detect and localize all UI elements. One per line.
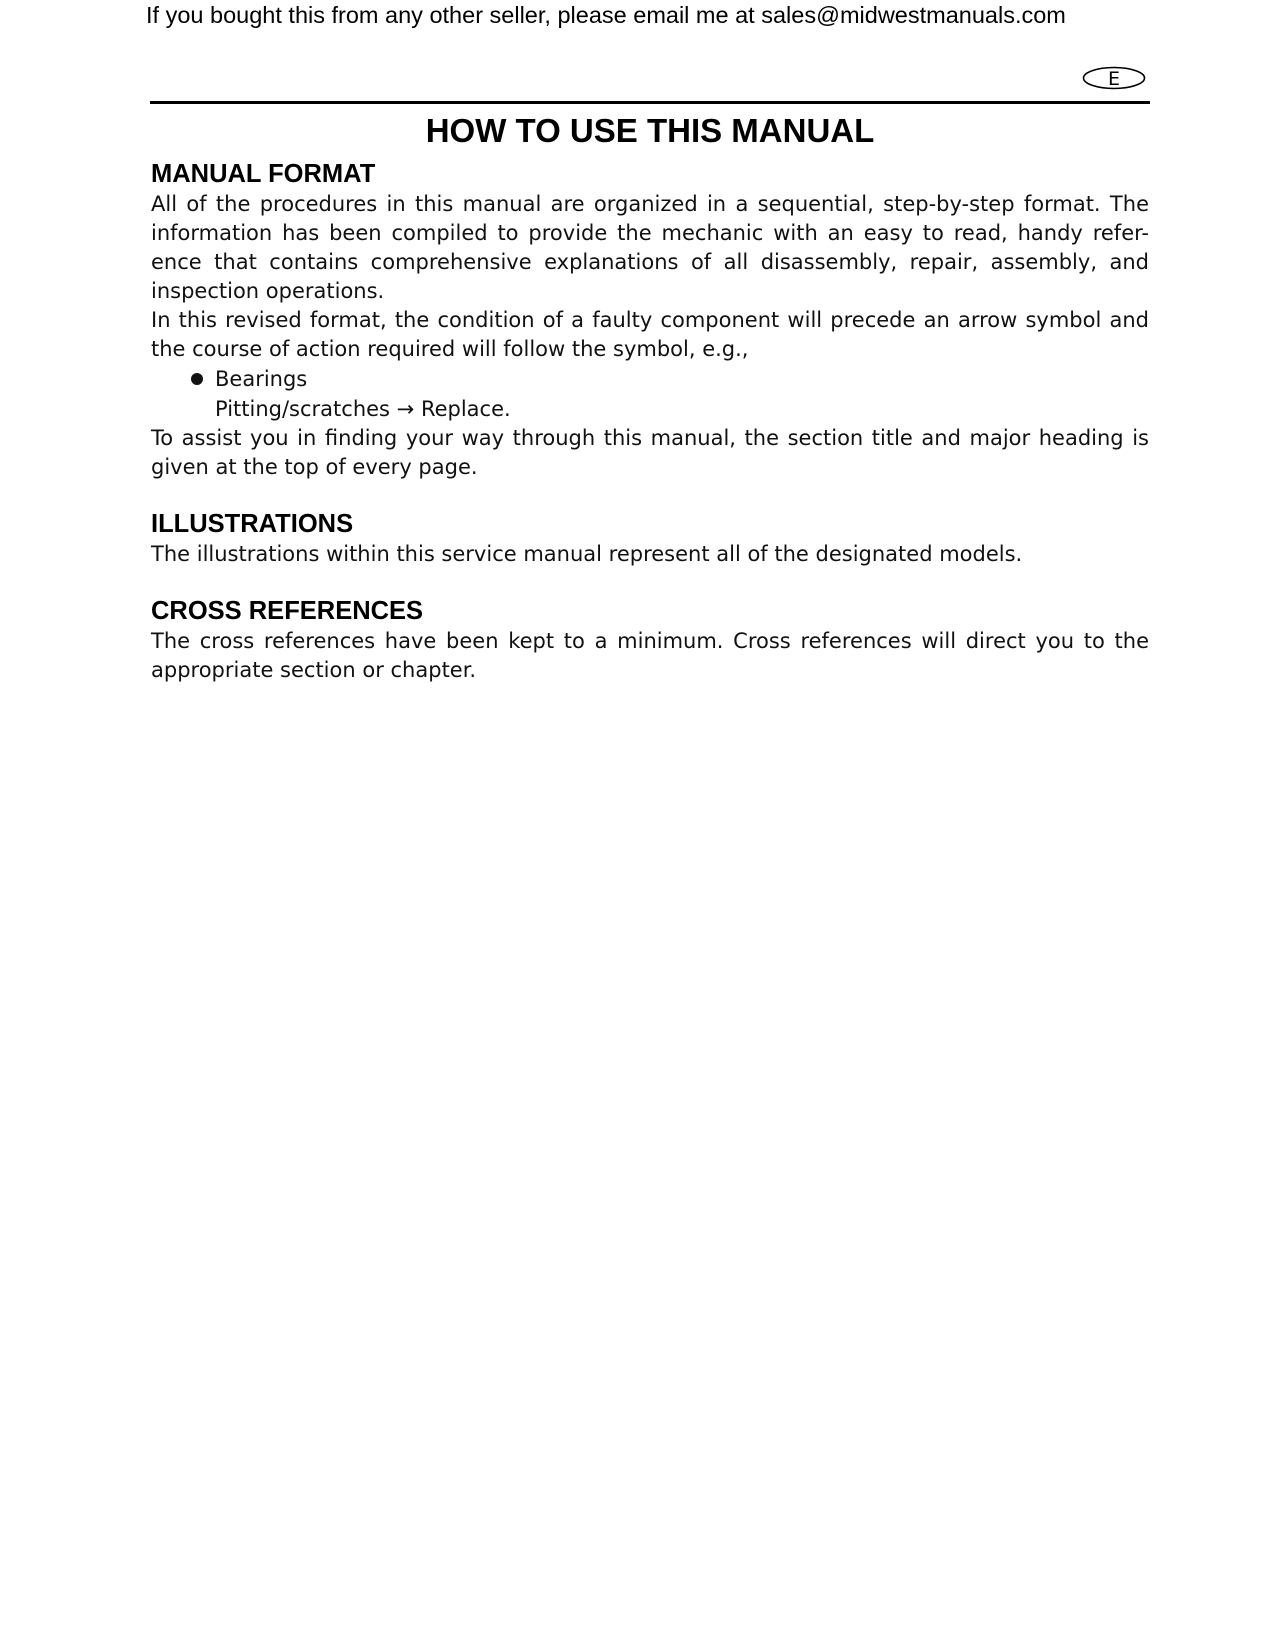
example-item-row bbox=[191, 364, 1149, 394]
page-title: HOW TO USE THIS MANUAL bbox=[425, 112, 875, 149]
section-heading-manual-format: MANUAL FORMAT bbox=[151, 160, 376, 188]
header-rule bbox=[150, 101, 1150, 104]
cross-references-paragraph: The cross references have been kept to a minimum. Cross references will direct you to the appropriate section or chapter. bbox=[151, 629, 1149, 682]
example-block bbox=[191, 364, 1149, 424]
page-content bbox=[151, 108, 1149, 685]
section-heading-illustrations: ILLUSTRATIONS bbox=[151, 510, 354, 538]
language-badge-label: E bbox=[1107, 68, 1121, 90]
bullet-icon bbox=[191, 373, 203, 385]
seller-notice: If you bought this from any other seller, please email me at sales@midwestmanuals.com bbox=[146, 2, 1066, 28]
section-illustrations bbox=[151, 508, 1149, 569]
manual-format-paragraph-2: In this revised format, the condition of a faulty component will precede an arrow symbol and the course of action required will follow the symbol, e.g., bbox=[151, 308, 1149, 361]
example-detail: Pitting/scratches → Replace. bbox=[215, 397, 511, 421]
section-cross-references bbox=[151, 595, 1149, 685]
manual-format-paragraph-3: To assist you in finding your way through this manual, the section title and major heading is given at the top of every page. bbox=[151, 426, 1149, 479]
example-item: Bearings bbox=[215, 367, 308, 391]
section-heading-cross-references: CROSS REFERENCES bbox=[151, 597, 424, 625]
language-badge-shape bbox=[1082, 66, 1146, 90]
section-manual-format bbox=[151, 158, 1149, 482]
illustrations-paragraph: The illustrations within this service manual represent all of the designated models. bbox=[151, 542, 1023, 566]
manual-format-paragraph-1: All of the procedures in this manual are organized in a sequential, step-by-step format. The information has been compiled to provide the mechanic with an easy to read, handy refer-ence that contains comprehensive explanations of all disassembly, repair, assembly, and inspection operations. bbox=[151, 192, 1149, 303]
language-badge bbox=[1082, 66, 1146, 90]
